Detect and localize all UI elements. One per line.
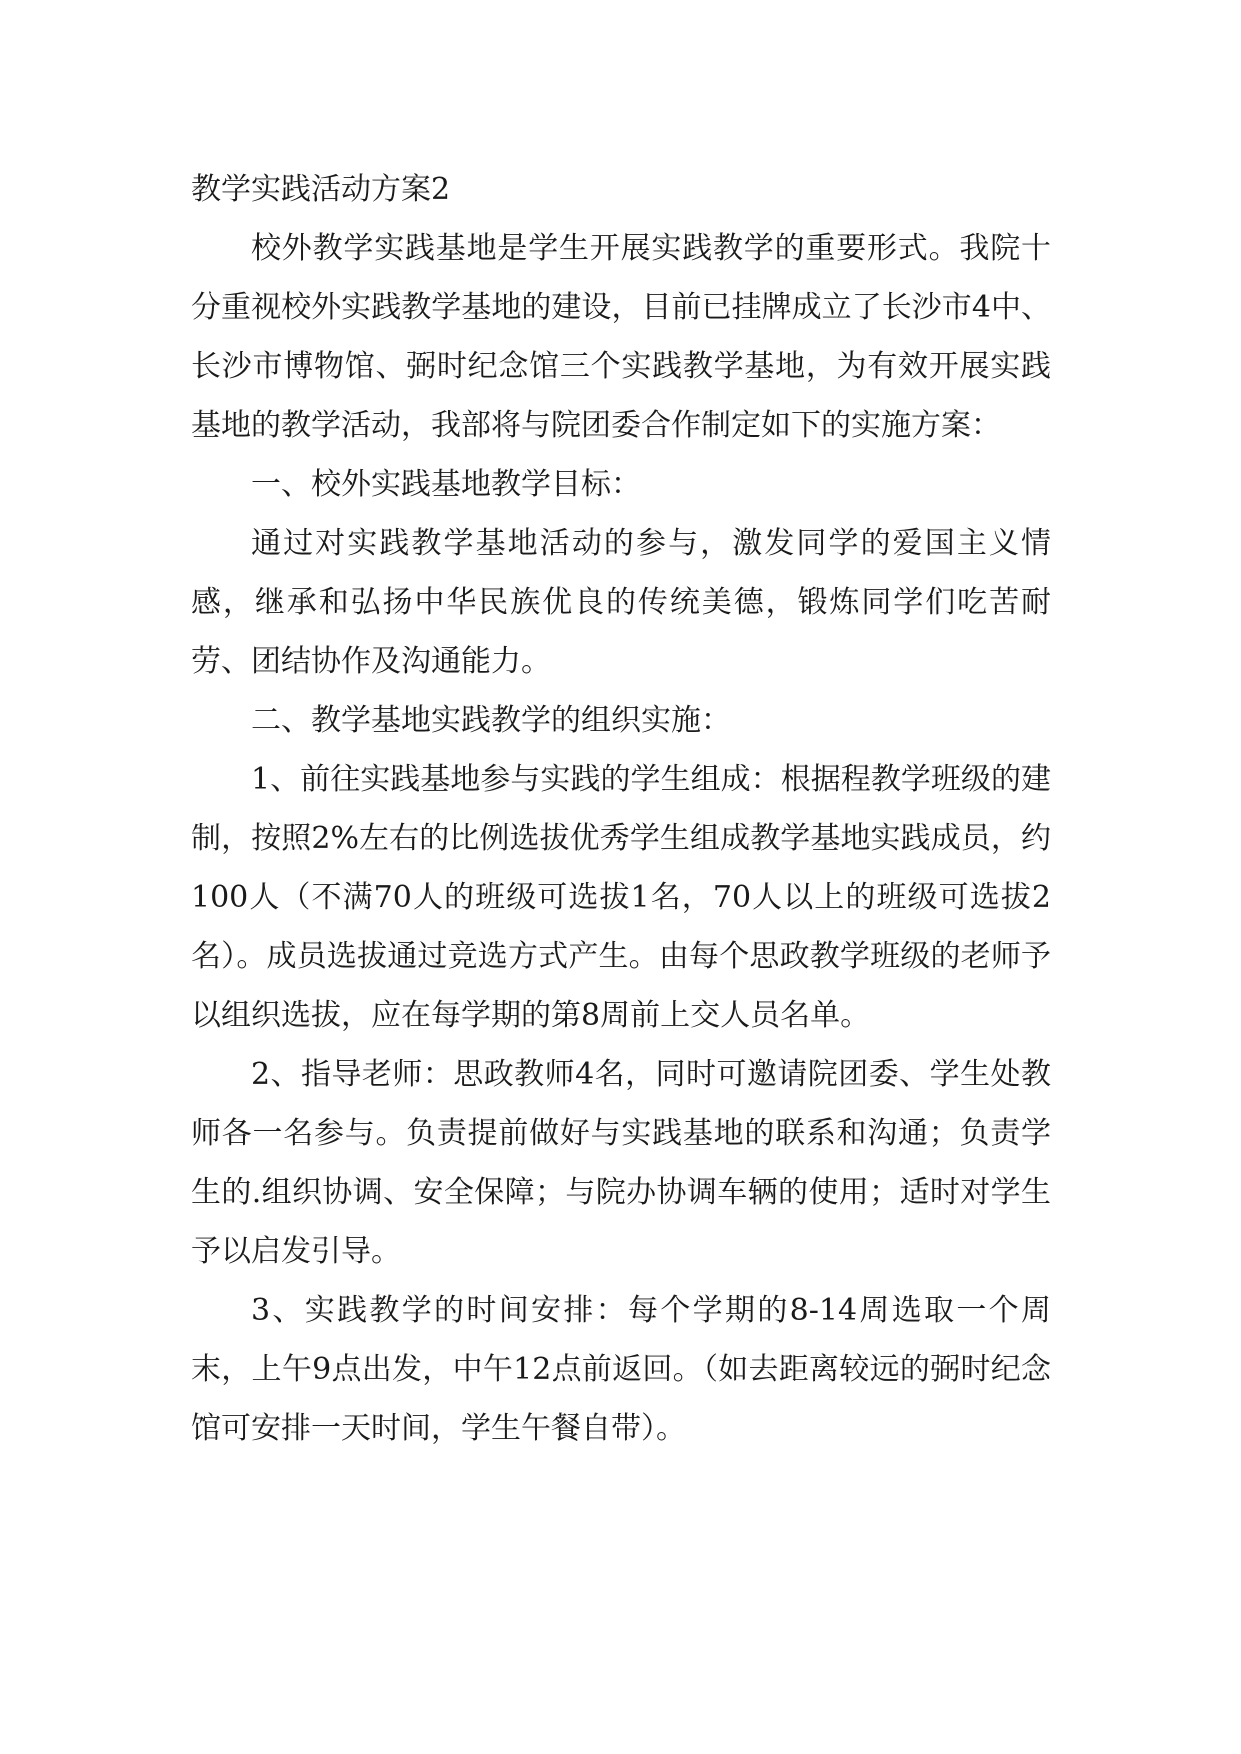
paragraph-item-2: 2、指导老师：思政教师4名，同时可邀请院团委、学生处教师各一名参与。负责提前做好与实践基地的联系和沟通；负责学生的.组织协调、安全保障；与院办协调车辆的使用；适时对学生予以启发引导。 (191, 1057, 1051, 1269)
paragraph-item-3: 3、实践教学的时间安排：每个学期的8-14周选取一个周末，上午9点出发，中午12点前返回。（如去距离较远的弼时纪念馆可安排一天时间，学生午餐自带）。 (191, 1293, 1051, 1446)
document-title: 教学实践活动方案2 (191, 172, 451, 207)
heading-section-1: 一、校外实践基地教学目标： (251, 467, 641, 502)
paragraph-goals: 通过对实践教学基地活动的参与，激发同学的爱国主义情感，继承和弘扬中华民族优良的传统美德，锻炼同学们吃苦耐劳、团结协作及沟通能力。 (191, 526, 1051, 679)
paragraph-item-1: 1、前往实践基地参与实践的学生组成：根据程教学班级的建制，按照2%左右的比例选拔优秀学生组成教学基地实践成员，约100人（不满70人的班级可选拔1名，70人以上的班级可选拔2名）。成员选拔通过竞选方式产生。由每个思政教学班级的老师予以组织选拔，应在每学期的第8周前上交人员名单。 (191, 762, 1051, 1033)
document-page (191, 160, 1051, 1458)
paragraph-intro: 校外教学实践基地是学生开展实践教学的重要形式。我院十分重视校外实践教学基地的建设，目前已挂牌成立了长沙市4中、长沙市博物馆、弼时纪念馆三个实践教学基地，为有效开展实践基地的教学活动，我部将与院团委合作制定如下的实施方案： (191, 231, 1051, 443)
heading-section-2: 二、教学基地实践教学的组织实施： (251, 703, 731, 738)
